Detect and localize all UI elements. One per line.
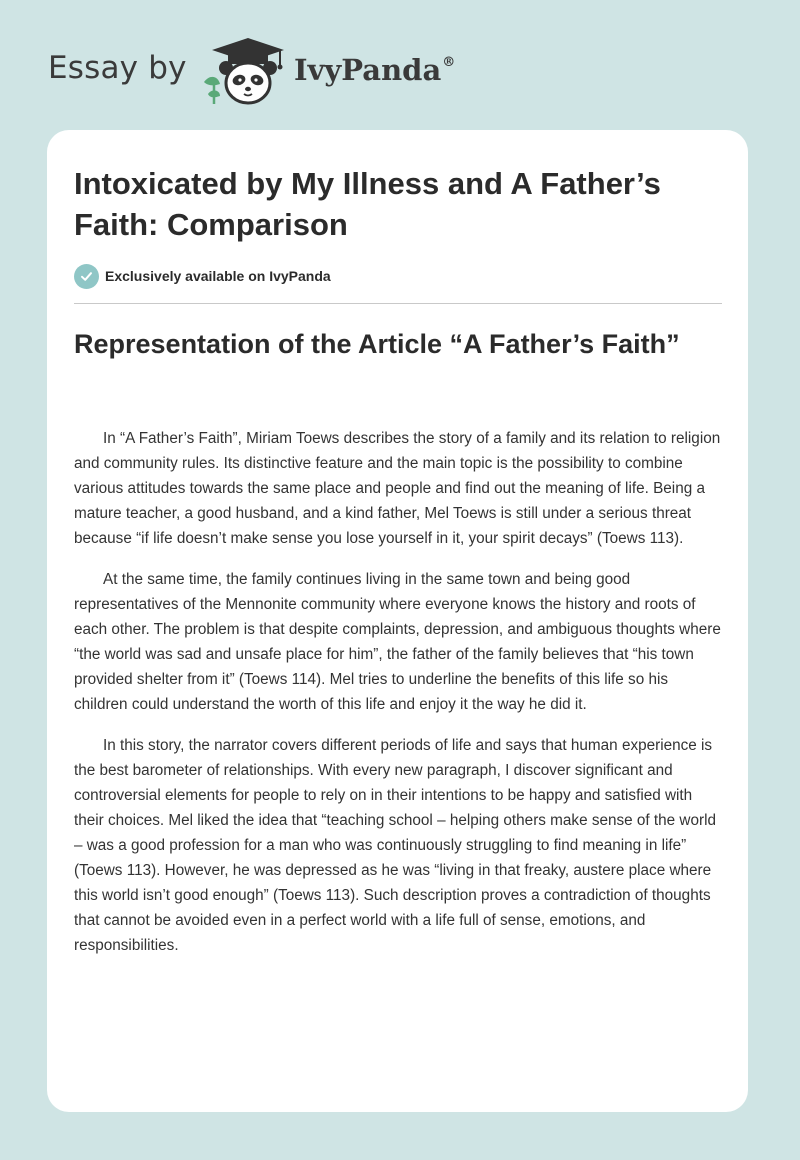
registered-mark: ® — [442, 55, 456, 70]
check-mark-icon — [80, 270, 93, 283]
exclusive-badge — [74, 263, 331, 289]
badge-text: Exclusively available on IvyPanda — [105, 268, 331, 284]
essay-card — [47, 130, 748, 1112]
brand-name-text: IvyPanda — [294, 53, 442, 87]
panda-logo-icon[interactable] — [200, 36, 292, 108]
essay-body — [74, 426, 722, 974]
essay-title: Intoxicated by My Illness and A Father’s Faith: Comparison — [74, 166, 661, 242]
site-header — [0, 0, 800, 128]
section-heading: Representation of the Article “A Father’s Faith” — [74, 329, 680, 359]
paragraph-3: In this story, the narrator covers different periods of life and says that human experience is the best barometer of relationships. With every new paragraph, I discover significant and controversial elements for people to rely on in their intentions to be happy and satisfied with their choices. Mel liked the idea that “teaching school – helping others make sense of the world – was a good profession for a man who was continuously struggling to find meaning in life” (Toews 113). However, he was depressed as he was “living in that freaky, austere place where this world isn’t good enough” (Toews 113). Such description proves a contradiction of thoughts that cannot be avoided even in a perfect world with a life full of sense, emotions, and responsibilities. — [74, 737, 716, 954]
brand-name[interactable] — [294, 53, 455, 87]
title-divider — [74, 303, 722, 304]
check-circle-icon — [74, 264, 99, 289]
paragraph-1: In “A Father’s Faith”, Miriam Toews describes the story of a family and its relation to religion and community rules. Its distinctive feature and the main topic is the possibility to combine various attitudes towards the same place and people and find out the meaning of life. Being a mature teacher, a good husband, and a kind father, Mel Toews is still under a serious threat because “if life doesn’t make sense you lose yourself in it, your spirit decays” (Toews 113). — [74, 430, 721, 547]
paragraph-2: At the same time, the family continues living in the same town and being good representatives of the Mennonite community where everyone knows the history and roots of each other. The problem is that despite complaints, depression, and ambiguous thoughts where “the world was sad and unsafe place for him”, the father of the family believes that “his town provided shelter from it” (Toews 114). Mel tries to underline the benefits of this life so his children could understand the worth of this life and enjoy it the way he did it. — [74, 571, 721, 713]
brand-prefix: Essay by — [48, 50, 187, 86]
